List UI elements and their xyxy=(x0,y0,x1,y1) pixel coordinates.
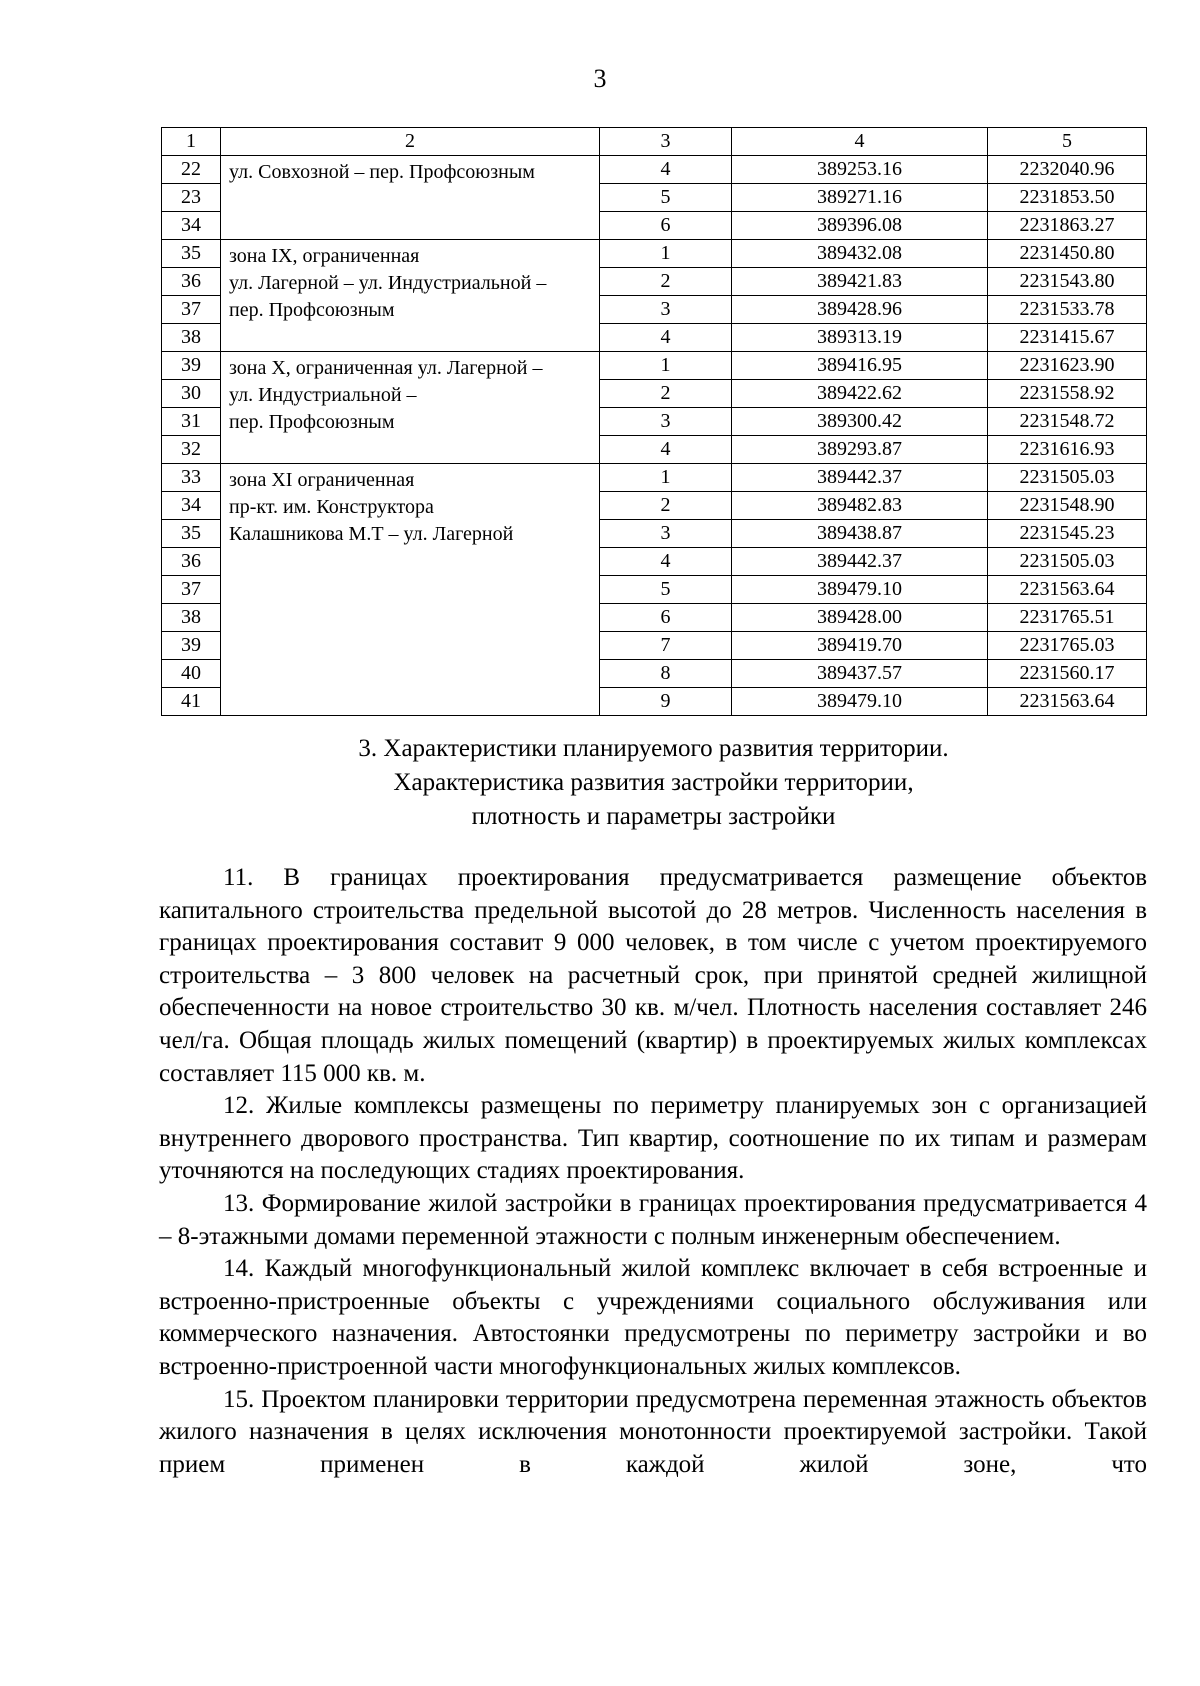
row-number-cell: 31 xyxy=(162,408,221,436)
row-number-cell: 34 xyxy=(162,492,221,520)
zone-description-cell xyxy=(221,464,600,716)
paragraph-11: 11. В границах проектирования предусматривается размещение объектов капитального строительства предельной высотой до 28 метров. Численность населения в границах проектирования составит 9 000 человек, в том числе с учетом проектируемого строительства – 3 800 человек на расчетный срок, при принятой средней жилищной обеспеченности на новое строительство 30 кв. м/чел. Плотность населения составляет 246 чел/га. Общая площадь жилых помещений (квартир) в проектируемых жилых комплексах составляет 115 000 кв. м. xyxy=(159,864,1147,1087)
section-heading xyxy=(161,732,1146,834)
table-body xyxy=(162,156,1147,716)
zone-description-line: Калашникова М.Т – ул. Лагерной xyxy=(229,523,514,545)
y-coordinate-cell: 2231765.51 xyxy=(988,604,1147,632)
y-coordinate-cell: 2231563.64 xyxy=(988,688,1147,716)
zone-description-line: пер. Профсоюзным xyxy=(229,299,395,321)
row-number-cell: 36 xyxy=(162,548,221,576)
row-number-cell: 34 xyxy=(162,212,221,240)
section-heading-line: 3. Характеристики планируемого развития территории. xyxy=(358,735,949,762)
x-coordinate-cell: 389432.08 xyxy=(732,240,988,268)
zone-description-line: зона IX, ограниченная xyxy=(229,245,420,267)
row-number-cell: 35 xyxy=(162,520,221,548)
row-number-cell: 23 xyxy=(162,184,221,212)
x-coordinate-cell: 389419.70 xyxy=(732,632,988,660)
coordinates-table xyxy=(161,127,1147,716)
row-number-cell: 39 xyxy=(162,632,221,660)
x-coordinate-cell: 389482.83 xyxy=(732,492,988,520)
zone-description-line: ул. Совхозной – пер. Профсоюзным xyxy=(229,161,535,183)
y-coordinate-cell: 2231558.92 xyxy=(988,380,1147,408)
x-coordinate-cell: 389421.83 xyxy=(732,268,988,296)
y-coordinate-cell: 2231450.80 xyxy=(988,240,1147,268)
zone-description-line: зона Х, ограниченная ул. Лагерной – xyxy=(229,357,543,379)
paragraph-14: 14. Каждый многофункциональный жилой комплекс включает в себя встроенные и встроенно-пристроенные объекты с учреждениями социального обслуживания или коммерческого назначения. Автостоянки предусмотрены по периметру застройки и во встроенно-пристроенной части многофункциональных жилых комплексов. xyxy=(159,1255,1147,1380)
y-coordinate-cell: 2231616.93 xyxy=(988,436,1147,464)
zone-description-line: ул. Лагерной – ул. Индустриальной – xyxy=(229,272,547,294)
zone-description-line: пр-кт. им. Конструктора xyxy=(229,496,434,518)
point-number-cell: 3 xyxy=(600,408,732,436)
y-coordinate-cell: 2231543.80 xyxy=(988,268,1147,296)
x-coordinate-cell: 389479.10 xyxy=(732,576,988,604)
x-coordinate-cell: 389437.57 xyxy=(732,660,988,688)
row-number-cell: 32 xyxy=(162,436,221,464)
point-number-cell: 2 xyxy=(600,268,732,296)
x-coordinate-cell: 389253.16 xyxy=(732,156,988,184)
page-number: 3 xyxy=(593,64,607,93)
y-coordinate-cell: 2231548.72 xyxy=(988,408,1147,436)
row-number-cell: 22 xyxy=(162,156,221,184)
y-coordinate-cell: 2231853.50 xyxy=(988,184,1147,212)
row-number-cell: 40 xyxy=(162,660,221,688)
y-coordinate-cell: 2231548.90 xyxy=(988,492,1147,520)
x-coordinate-cell: 389428.00 xyxy=(732,604,988,632)
point-number-cell: 1 xyxy=(600,352,732,380)
paragraph-15: 15. Проектом планировки территории предусмотрена переменная этажность объектов жилого назначения в целях исключения монотонности проектируемой застройки. Такой прием применен в каждой жилой зоне, что xyxy=(159,1385,1147,1478)
table-header-row xyxy=(162,128,1147,156)
paragraph-13: 13. Формирование жилой застройки в границах проектирования предусматривается 4 – 8-этажными домами переменной этажности с полным инженерным обеспечением. xyxy=(159,1189,1147,1250)
point-number-cell: 4 xyxy=(600,548,732,576)
y-coordinate-cell: 2231533.78 xyxy=(988,296,1147,324)
point-number-cell: 4 xyxy=(600,156,732,184)
point-number-cell: 1 xyxy=(600,240,732,268)
y-coordinate-cell: 2231560.17 xyxy=(988,660,1147,688)
zone-description-cell xyxy=(221,352,600,464)
y-coordinate-cell: 2231545.23 xyxy=(988,520,1147,548)
point-number-cell: 1 xyxy=(600,464,732,492)
point-number-cell: 4 xyxy=(600,324,732,352)
table-row xyxy=(162,464,1147,492)
table-row xyxy=(162,352,1147,380)
x-coordinate-cell: 389479.10 xyxy=(732,688,988,716)
row-number-cell: 35 xyxy=(162,240,221,268)
row-number-cell: 33 xyxy=(162,464,221,492)
point-number-cell: 3 xyxy=(600,296,732,324)
x-coordinate-cell: 389271.16 xyxy=(732,184,988,212)
row-number-cell: 38 xyxy=(162,604,221,632)
zone-description-cell xyxy=(221,156,600,240)
row-number-cell: 38 xyxy=(162,324,221,352)
x-coordinate-cell: 389416.95 xyxy=(732,352,988,380)
zone-description-line: ул. Индустриальной – xyxy=(229,384,417,406)
x-coordinate-cell: 389396.08 xyxy=(732,212,988,240)
x-coordinate-cell: 389300.42 xyxy=(732,408,988,436)
zone-description-line: пер. Профсоюзным xyxy=(229,411,395,433)
x-coordinate-cell: 389442.37 xyxy=(732,464,988,492)
y-coordinate-cell: 2231863.27 xyxy=(988,212,1147,240)
column-header: 1 xyxy=(162,128,221,156)
row-number-cell: 41 xyxy=(162,688,221,716)
column-header: 5 xyxy=(988,128,1147,156)
paragraph-12: 12. Жилые комплексы размещены по периметру планируемых зон с организацией внутреннего дворового пространства. Тип квартир, соотношение по их типам и размерам уточняются на последующих стадиях проектирования. xyxy=(159,1092,1147,1185)
section-heading-line: плотность и параметры застройки xyxy=(471,803,836,830)
section-body xyxy=(159,862,1147,1481)
zone-description-cell xyxy=(221,240,600,352)
row-number-cell: 39 xyxy=(162,352,221,380)
point-number-cell: 9 xyxy=(600,688,732,716)
zone-description-line: зона XI ограниченная xyxy=(229,469,415,491)
point-number-cell: 8 xyxy=(600,660,732,688)
row-number-cell: 30 xyxy=(162,380,221,408)
row-number-cell: 37 xyxy=(162,576,221,604)
point-number-cell: 2 xyxy=(600,380,732,408)
y-coordinate-cell: 2231623.90 xyxy=(988,352,1147,380)
row-number-cell: 37 xyxy=(162,296,221,324)
column-header: 3 xyxy=(600,128,732,156)
point-number-cell: 6 xyxy=(600,212,732,240)
y-coordinate-cell: 2231563.64 xyxy=(988,576,1147,604)
point-number-cell: 2 xyxy=(600,492,732,520)
point-number-cell: 3 xyxy=(600,520,732,548)
y-coordinate-cell: 2231505.03 xyxy=(988,548,1147,576)
row-number-cell: 36 xyxy=(162,268,221,296)
x-coordinate-cell: 389428.96 xyxy=(732,296,988,324)
x-coordinate-cell: 389293.87 xyxy=(732,436,988,464)
column-header: 4 xyxy=(732,128,988,156)
point-number-cell: 7 xyxy=(600,632,732,660)
point-number-cell: 4 xyxy=(600,436,732,464)
table-row xyxy=(162,240,1147,268)
section-heading-line: Характеристика развития застройки территории, xyxy=(393,769,914,796)
point-number-cell: 5 xyxy=(600,576,732,604)
x-coordinate-cell: 389422.62 xyxy=(732,380,988,408)
point-number-cell: 5 xyxy=(600,184,732,212)
column-header: 2 xyxy=(221,128,600,156)
y-coordinate-cell: 2231415.67 xyxy=(988,324,1147,352)
x-coordinate-cell: 389442.37 xyxy=(732,548,988,576)
y-coordinate-cell: 2232040.96 xyxy=(988,156,1147,184)
x-coordinate-cell: 389438.87 xyxy=(732,520,988,548)
y-coordinate-cell: 2231505.03 xyxy=(988,464,1147,492)
table-row xyxy=(162,156,1147,184)
x-coordinate-cell: 389313.19 xyxy=(732,324,988,352)
point-number-cell: 6 xyxy=(600,604,732,632)
y-coordinate-cell: 2231765.03 xyxy=(988,632,1147,660)
